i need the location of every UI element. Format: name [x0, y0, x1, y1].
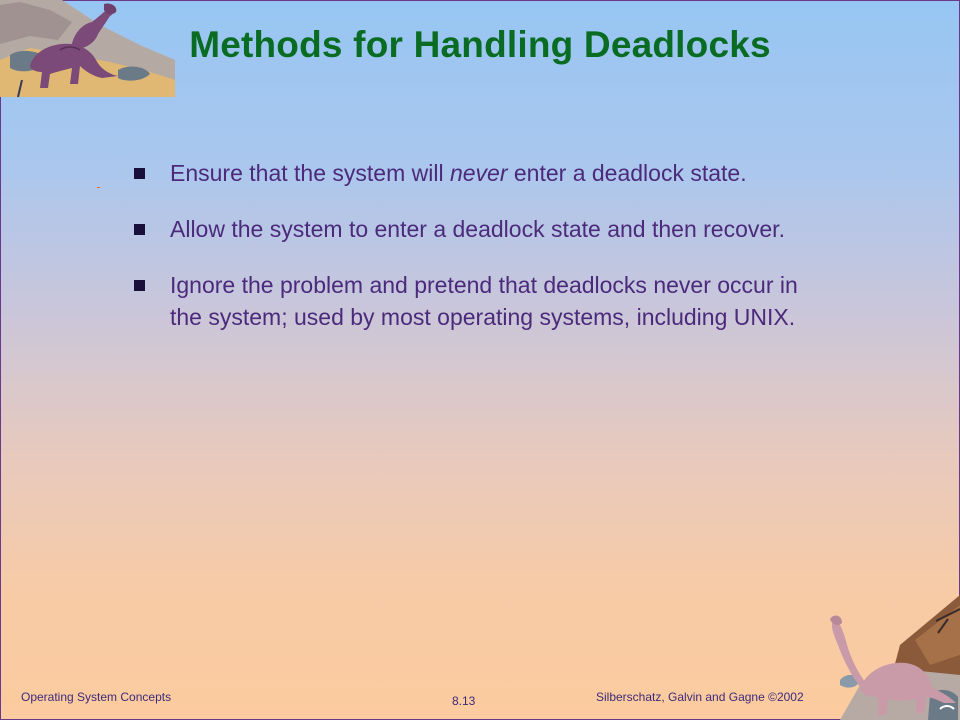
bullet-text: Allow the system to enter a deadlock state and then recover. — [170, 216, 785, 242]
slide-title: Methods for Handling Deadlocks — [189, 24, 771, 65]
bullet-item-1 — [133, 157, 833, 189]
bullet-text-prefix: Ensure that the system will — [170, 160, 450, 186]
decorative-dash — [97, 187, 100, 188]
bullet-item-3 — [133, 269, 833, 333]
square-bullet-icon — [134, 168, 145, 179]
footer-course-title: Operating System Concepts — [21, 690, 172, 704]
footer-page-number: 8.13 — [452, 694, 476, 708]
square-bullet-icon — [134, 224, 145, 235]
dinosaur-bottom-right-illustration — [820, 585, 960, 720]
bullet-list — [133, 157, 833, 333]
bullet-text-suffix: enter a deadlock state. — [507, 160, 747, 186]
bullet-item-2 — [133, 213, 833, 245]
bullet-text: Ignore the problem and pretend that deadlocks never occur in the system; used by most operating systems, including UNIX. — [170, 272, 798, 330]
footer-copyright: Silberschatz, Galvin and Gagne ©2002 — [596, 690, 804, 704]
bullet-text-emphasis: never — [449, 160, 508, 186]
square-bullet-icon — [134, 280, 145, 291]
